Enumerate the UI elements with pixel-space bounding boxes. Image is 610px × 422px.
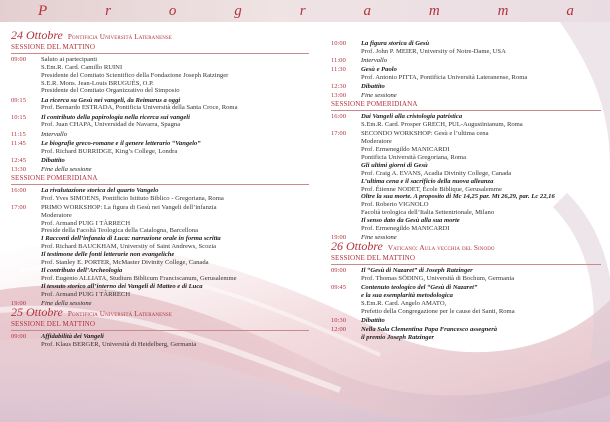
day-date: 25 Ottobre — [11, 304, 63, 319]
day-heading — [331, 239, 601, 254]
item-time: 09:00 — [331, 267, 347, 275]
item-time: 09:00 — [11, 55, 27, 63]
item-time: 19:00 — [331, 234, 347, 242]
item-time: 17:00 — [331, 130, 347, 138]
program-item — [331, 40, 601, 56]
item-line: Gesù e Paolo — [361, 66, 397, 74]
item-line: Preside della Facoltà Teologica della Catalogna, Barcellona — [41, 227, 199, 235]
item-line: Intervallo — [361, 57, 388, 64]
item-line: il premio Joseph Ratzinger — [361, 333, 435, 341]
item-line: Prof. Thomas SÖDING, Università di Bochum, Germania — [361, 274, 515, 282]
item-line: Fine della sessione — [41, 299, 92, 307]
item-line: Prof. Roberto VIGNOLO — [361, 201, 429, 209]
item-line: Fine sessione — [361, 234, 397, 242]
item-details — [361, 267, 601, 283]
day-date: 26 Ottobre — [331, 239, 383, 254]
item-line: Prof. Ermenegildo MANICARDI — [361, 146, 450, 153]
program-item — [11, 204, 309, 299]
item-line: Presidente del Comitato Organizzativo del Simposio — [41, 87, 180, 95]
program-item — [11, 187, 309, 203]
item-line: Prefetto della Congregazione per le cause dei Santi, Roma — [361, 307, 515, 315]
item-line: e la sua esemplarità metodologica — [361, 291, 453, 299]
item-line: L’ultima cena e il sacrificio della nuova alleanza — [361, 177, 494, 185]
item-line: Prof. Richard BAUCKHAM, University of Saint Andrews, Scozia — [41, 243, 217, 251]
program-item — [331, 66, 601, 82]
item-line: Moderatore — [41, 211, 72, 219]
item-line: Prof. Richard BURRIDGE, King’s College, Londra — [41, 147, 178, 155]
program-item — [11, 56, 309, 96]
item-details — [361, 326, 601, 342]
item-line: Nella Sala Clementina Papa Francesco assegnerà — [361, 325, 498, 333]
item-line: S.Em.R. Card. Angelo AMATO, — [361, 299, 447, 307]
program-item — [11, 97, 309, 113]
item-time: 16:00 — [331, 113, 347, 121]
item-details — [361, 317, 601, 325]
item-details — [41, 140, 309, 156]
item-line: Prof. Armand PUIG I TÀRRECH — [41, 290, 131, 298]
item-line: La ricerca su Gesù nei vangeli, da Reimarus a oggi — [41, 96, 181, 104]
item-line: Intervallo — [41, 130, 68, 138]
item-time: 13:00 — [331, 92, 347, 100]
item-details — [41, 131, 309, 139]
item-time: 09:00 — [11, 332, 27, 340]
item-line: Prof. Bernardo ESTRADA, Pontificia Università della Santa Croce, Roma — [41, 104, 238, 112]
session-heading: SESSIONE DEL MATTINO — [11, 44, 309, 54]
item-line: Oltre la sua morte. A proposito di Mc 14,25 par. Mt 26,29, par. Lc 22,16 — [361, 193, 555, 201]
item-line: La figura storica di Gesù — [361, 40, 430, 47]
item-details — [361, 92, 601, 100]
item-line: Prof. Stanley E. PORTER, McMaster Divinity College, Canada — [41, 259, 209, 267]
program-item — [331, 57, 601, 65]
item-details — [41, 157, 309, 165]
session-heading: SESSIONE DEL MATTINO — [331, 255, 601, 265]
item-line: Il testimone delle fonti letterarie non evangeliche — [41, 251, 175, 259]
program-header-band — [0, 0, 610, 22]
item-line: Il tessuto storico all’interno dei Vangeli di Matteo e di Luca — [41, 282, 203, 290]
item-details — [41, 166, 309, 174]
item-line: Prof. Eugenio ALLIATA, Studium Biblicum Franciscanum, Gerusalemme — [41, 274, 237, 282]
item-details — [361, 40, 601, 56]
item-time: 13:30 — [11, 165, 27, 173]
program-item — [11, 157, 309, 165]
item-line: Fine sessione — [361, 92, 397, 100]
item-line: Contenuto teologico del “Gesù di Nazaret” — [361, 284, 478, 292]
item-time: 19:00 — [11, 299, 27, 307]
title-letter: m — [428, 2, 440, 19]
day-heading — [11, 304, 309, 319]
item-details — [361, 113, 601, 129]
item-line: Prof. John P. MEIER, University of Notre-Dame, USA — [361, 47, 506, 55]
item-time: 16:00 — [11, 186, 27, 194]
title-letter: m — [497, 2, 509, 19]
item-line: Prof. Craig A. EVANS, Acadia Divinity College, Canada — [361, 169, 512, 177]
item-details — [41, 204, 309, 299]
item-details — [361, 234, 601, 242]
item-details — [361, 83, 601, 91]
program-title — [0, 0, 610, 22]
session-heading: SESSIONE POMERIDIANA — [331, 101, 601, 111]
item-line: Il contributo della papirologia nella ricerca sui vangeli — [41, 113, 190, 121]
title-letter: o — [168, 2, 177, 19]
item-line: Fine della sessione — [41, 165, 92, 173]
program-item — [11, 333, 309, 349]
program-item — [331, 83, 601, 91]
item-line: Prof. Antonio PITTA, Pontificia Università Lateranense, Roma — [361, 74, 528, 81]
item-line: Prof. Klaus BERGER, Università di Heidelberg, Germania — [41, 340, 197, 348]
day-heading — [11, 28, 309, 42]
item-details — [361, 130, 601, 233]
item-line: Dibattito — [361, 316, 385, 324]
item-line: Il “Gesù di Nazaret” di Joseph Ratzinger — [361, 267, 473, 275]
item-line: Dai Vangeli alla cristologia patristica — [361, 113, 463, 121]
item-line: Prof. Ermenegildo MANICARDI — [361, 225, 450, 233]
item-time: 11:15 — [11, 130, 26, 138]
session-heading: SESSIONE DEL MATTINO — [11, 321, 309, 331]
program-item — [331, 326, 601, 342]
item-time: 11:30 — [331, 66, 346, 74]
item-details — [41, 56, 309, 96]
item-details — [41, 187, 309, 203]
item-time: 09:45 — [331, 284, 347, 292]
title-letter: g — [234, 2, 242, 19]
item-line: Pontificia Università Gregoriana, Roma — [361, 153, 467, 161]
item-time: 11:45 — [11, 139, 26, 147]
item-line: PRIMO WORKSHOP: La figura di Gesù nei Vangeli dell’infanzia — [41, 203, 217, 211]
item-details — [41, 300, 309, 308]
item-time: 11:00 — [331, 57, 346, 64]
item-details — [361, 57, 601, 65]
item-line: Facoltà teologica dell’Italia Settentrionale, Milano — [361, 209, 495, 217]
item-line: I Racconti dell’infanzia di Luca: narrazione orale in forma scritta — [41, 235, 221, 243]
item-details — [41, 114, 309, 130]
item-time: 12:45 — [11, 156, 27, 164]
day-venue: Pontificia Università Lateranense — [67, 309, 172, 318]
item-details — [361, 66, 601, 82]
title-letter: a — [363, 2, 371, 19]
item-details — [41, 333, 309, 349]
item-line: La rivalutazione storica del quarto Vangelo — [41, 186, 159, 194]
program-item — [331, 92, 601, 100]
item-time: 10:15 — [11, 113, 27, 121]
item-time: 12:00 — [331, 325, 347, 333]
item-line: Prof. Armand PUIG I TÀRRECH — [41, 219, 131, 227]
item-details — [361, 284, 601, 316]
item-time: 12:30 — [331, 83, 347, 91]
program-item — [11, 166, 309, 174]
item-line: Prof. Juan CHAPA, Universidad de Navarra, Spagna — [41, 121, 181, 129]
program-item — [331, 317, 601, 325]
title-letter: r — [105, 2, 111, 19]
item-line: Prof. Yves SIMOENS, Pontificio Istituto Biblico - Gregoriana, Roma — [41, 194, 224, 202]
day-venue: Vaticano: Aula vecchia del Sinodo — [387, 244, 495, 253]
item-time: 09:15 — [11, 96, 27, 104]
title-letter: r — [299, 2, 306, 19]
item-line: Moderatore — [361, 138, 392, 146]
title-letter: P — [38, 2, 48, 19]
program-item — [11, 140, 309, 156]
item-line: S.Em.R. Card. Camillo RUINI — [41, 63, 123, 71]
right-column — [331, 40, 601, 343]
item-line: Il senso dato da Gesù alla sua morte — [361, 217, 460, 225]
item-line: SECONDO WORKSHOP: Gesù e l’ultima cena — [361, 130, 489, 138]
item-line: Il contributo dell’Archeologia — [41, 266, 123, 274]
item-line: S.Em.R. Card. Prosper GRECH, PUL-Augustinianum, Roma — [361, 121, 523, 129]
item-time: 10:30 — [331, 316, 347, 324]
item-line: Gli ultimi giorni di Gesù — [361, 161, 428, 169]
program-item — [11, 131, 309, 139]
item-line: Affidabilità dei Vangeli — [41, 332, 104, 340]
day-date: 24 Ottobre — [11, 28, 63, 42]
left-column — [11, 28, 309, 350]
program-item — [11, 114, 309, 130]
item-line: Le biografie greco-romane e il genere letterario “Vangelo” — [41, 139, 201, 147]
item-line: S.E.R. Mons. Jean-Louis BRUGUÈS, O.P. — [41, 79, 154, 87]
item-line: Dibattito — [41, 156, 65, 164]
program-item — [331, 130, 601, 233]
day-venue: Pontificia Università Lateranense — [67, 33, 172, 41]
item-time: 10:00 — [331, 40, 347, 47]
item-line: Prof. Étienne NODET, École Biblique, Gerusalemme — [361, 185, 502, 193]
program-item — [331, 284, 601, 316]
item-time: 17:00 — [11, 203, 27, 211]
session-heading: SESSIONE POMERIDIANA — [11, 175, 309, 185]
item-line: Dibattito — [361, 83, 385, 91]
program-item — [331, 267, 601, 283]
title-letter: a — [566, 2, 574, 19]
item-line: Presidente del Comitato Scientifico della Fondazione Joseph Ratzinger — [41, 71, 229, 79]
item-details — [41, 97, 309, 113]
program-item — [331, 113, 601, 129]
item-line: Saluto ai partecipanti — [41, 55, 98, 63]
